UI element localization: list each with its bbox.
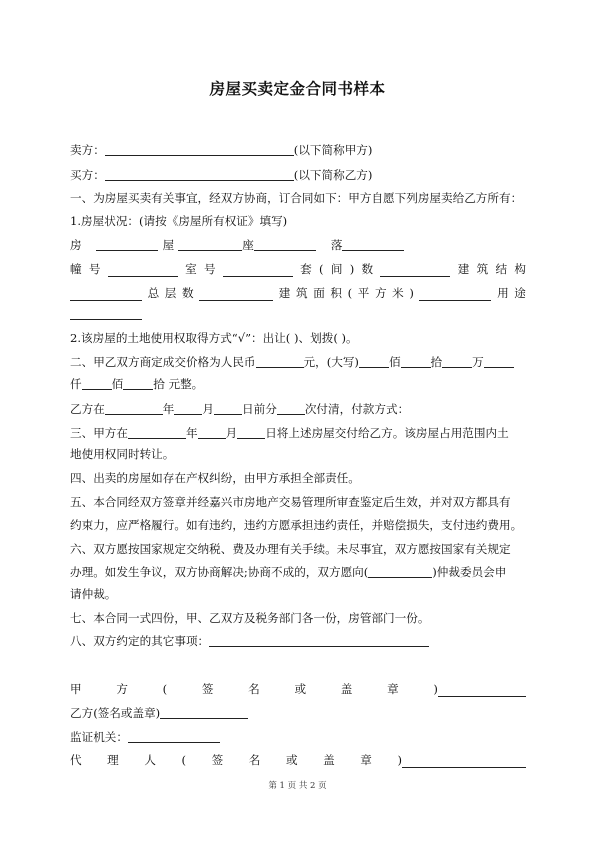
area-char: ) — [409, 286, 414, 300]
room-count-blank[interactable] — [380, 264, 450, 277]
clause-6-text: )仲裁委员会申 — [432, 565, 507, 579]
price-unit: 拾 — [430, 355, 443, 369]
price-unit: 仟 — [70, 377, 82, 391]
delivery-day-blank[interactable] — [237, 426, 265, 439]
location-char: 屋 — [162, 238, 175, 252]
building-char: 筑 — [476, 262, 489, 276]
buyer-blank[interactable] — [105, 168, 294, 181]
delivery-year-blank[interactable] — [128, 426, 186, 439]
signature-char: 甲 — [70, 682, 82, 696]
party-b-signature-row — [70, 705, 526, 721]
location-char: 落 — [330, 238, 343, 252]
delivery-month-blank[interactable] — [198, 426, 226, 439]
document-title: 房屋买卖定金合同书样本 — [209, 80, 386, 98]
payment-text: 月 — [202, 402, 215, 416]
area-char: 平 — [357, 286, 370, 300]
signature-char: 盖 — [340, 682, 353, 696]
signature-char: 代 — [70, 753, 82, 767]
floors-blank[interactable] — [199, 288, 273, 301]
area-char: 建 — [278, 286, 291, 300]
payment-text: 年 — [162, 402, 175, 416]
price-text: 元，(大写) — [303, 355, 359, 369]
house-status-label: 1.房屋状况：(请按《房屋所有权证》填写) — [70, 214, 288, 228]
price-unit: 佰 — [111, 377, 124, 391]
signature-char: ) — [397, 753, 402, 767]
area-char: 积 — [330, 286, 343, 300]
signature-char: 或 — [285, 753, 298, 767]
price-blank[interactable] — [123, 377, 153, 390]
party-b-label: 乙方(签名或盖章) — [70, 706, 161, 720]
usage-row — [70, 306, 526, 322]
delivery-line-2: 地使用权同时转让。 — [70, 447, 175, 461]
buyer-line — [70, 167, 526, 183]
seller-line — [70, 142, 526, 158]
building-char: 数 — [361, 262, 374, 276]
buyer-suffix: (以下简称乙方) — [293, 168, 373, 182]
building-char: 室 — [185, 262, 197, 276]
clause-1-intro: 一、为房屋买卖有关事宜，经双方协商，订合同如下：甲方自愿下列房屋卖给乙方所有： — [70, 191, 523, 205]
signature-char: ( — [162, 682, 168, 696]
area-char: 用 — [497, 286, 509, 300]
supervisor-row — [70, 729, 526, 745]
price-blank[interactable] — [401, 355, 431, 368]
clause-6-text: 办理。如发生争议，双方协商解决;协商不成的，双方愿向( — [70, 565, 369, 579]
building-char: 套 — [300, 262, 312, 276]
clause-7: 七、本合同一式四份，甲、乙双方及税务部门各一份，房管部门一份。 — [70, 611, 430, 625]
location-blank[interactable] — [342, 238, 404, 251]
price-blank[interactable] — [359, 355, 389, 368]
building-no-blank[interactable] — [108, 264, 178, 277]
area-char: ( — [347, 286, 353, 300]
location-blank[interactable] — [178, 238, 242, 251]
location-char: 座 — [242, 238, 254, 252]
seller-blank[interactable] — [105, 143, 294, 156]
clause-6-line-2 — [70, 564, 526, 580]
delivery-text: 三、甲方在 — [70, 426, 128, 440]
payment-year-blank[interactable] — [105, 402, 163, 415]
building-info-row — [70, 261, 526, 277]
payment-month-blank[interactable] — [174, 402, 202, 415]
page-number-footer: 第 1 页 共 2 页 — [268, 781, 327, 791]
building-char: ) — [349, 262, 355, 276]
seller-suffix: (以下简称甲方) — [293, 143, 373, 157]
area-char: 层 — [164, 286, 177, 300]
building-char: 间 — [330, 262, 343, 276]
area-char: 总 — [147, 286, 160, 300]
price-text: 拾 元整。 — [153, 377, 204, 391]
price-line-2 — [70, 376, 526, 392]
clause-8 — [70, 633, 526, 649]
structure-blank[interactable] — [70, 288, 142, 301]
supervisor-blank[interactable] — [128, 730, 220, 743]
area-char: 面 — [313, 286, 325, 300]
delivery-text: 月 — [225, 426, 238, 440]
party-a-signature-row — [70, 681, 526, 697]
signature-char: 或 — [294, 682, 307, 696]
signature-char: 名 — [248, 753, 261, 767]
delivery-text: 日将上述房屋交付给乙方。该房屋占用范围内土 — [265, 426, 509, 440]
building-char: 结 — [495, 262, 508, 276]
price-blank[interactable] — [484, 355, 514, 368]
signature-char: ( — [181, 753, 187, 767]
payment-times-blank[interactable] — [277, 402, 305, 415]
clause-5-line-2: 约束力，应严格履行。如有违约，违约方愿承担违约责任，并赔偿损失，支付违约费用。 — [70, 518, 523, 532]
party-a-signature-blank[interactable] — [438, 684, 526, 697]
party-b-signature-blank[interactable] — [160, 706, 248, 719]
building-char: 建 — [457, 262, 470, 276]
price-text: 二、甲乙双方商定成交价格为人民币 — [70, 355, 256, 369]
signature-char: 签 — [211, 753, 224, 767]
arbitration-blank[interactable] — [368, 565, 432, 578]
signature-char: 人 — [144, 753, 156, 767]
clause-6-line-1: 六、双方愿按国家规定交纳税、费及办理有关手续。未尽事宜，双方愿按国家有关规定 — [70, 542, 511, 556]
delivery-line-1 — [70, 425, 526, 441]
price-line-1 — [70, 354, 526, 370]
price-unit: 万 — [472, 355, 484, 369]
price-amount-blank[interactable] — [256, 355, 304, 368]
clause-6-line-3: 请仲裁。 — [70, 587, 117, 601]
other-terms-blank[interactable] — [209, 634, 429, 647]
agent-signature-row — [70, 752, 526, 768]
payment-line — [70, 401, 526, 417]
signature-char: 盖 — [323, 753, 335, 767]
signature-char: 方 — [116, 682, 128, 696]
area-char: 方 — [374, 286, 387, 300]
building-char: 号 — [203, 262, 216, 276]
location-blank[interactable] — [96, 238, 158, 251]
payment-text: 乙方在 — [70, 402, 105, 416]
clause-5-line-1: 五、本合同经双方签章并经嘉兴市房地产交易管理所审查鉴定后生效，并对双方都具有 — [70, 495, 511, 509]
clause-4: 四、出卖的房屋如存在产权纠纷，由甲方承担全部责任。 — [70, 471, 360, 485]
buyer-label: 买方： — [70, 168, 105, 182]
building-char: ( — [319, 262, 324, 276]
usage-blank[interactable] — [70, 307, 142, 320]
location-blank[interactable] — [254, 238, 316, 251]
signature-char: 章 — [360, 753, 372, 767]
payment-day-blank[interactable] — [214, 402, 242, 415]
location-row — [70, 237, 526, 253]
signature-char: ) — [433, 682, 438, 696]
area-char: 数 — [182, 286, 194, 300]
building-char: 幢 — [70, 262, 82, 276]
clause-8-text: 八、双方约定的其它事项： — [70, 634, 210, 648]
signature-char: 理 — [107, 753, 119, 767]
payment-text: 日前分 — [242, 402, 277, 416]
area-char: 途 — [514, 286, 526, 300]
building-char: 号 — [88, 262, 101, 276]
location-char: 房 — [70, 238, 82, 252]
agent-signature-blank[interactable] — [402, 755, 526, 768]
signature-char: 名 — [248, 682, 260, 696]
seller-label: 卖方： — [70, 143, 105, 157]
price-blank[interactable] — [442, 355, 472, 368]
price-unit: 佰 — [388, 355, 401, 369]
land-use-clause: 2.该房屋的土地使用权取得方式“√”：出让( )、划拨( )。 — [70, 331, 358, 345]
area-info-row — [70, 285, 526, 301]
signature-char: 章 — [387, 682, 399, 696]
room-no-blank[interactable] — [223, 264, 293, 277]
area-char: 米 — [392, 286, 404, 300]
delivery-text: 年 — [185, 426, 198, 440]
supervisor-label: 监证机关： — [70, 730, 128, 744]
area-char: 筑 — [296, 286, 308, 300]
payment-text: 次付清，付款方式： — [304, 402, 410, 416]
area-blank[interactable] — [419, 288, 491, 301]
building-char: 构 — [514, 262, 526, 276]
price-blank[interactable] — [82, 377, 112, 390]
signature-char: 签 — [201, 682, 214, 696]
